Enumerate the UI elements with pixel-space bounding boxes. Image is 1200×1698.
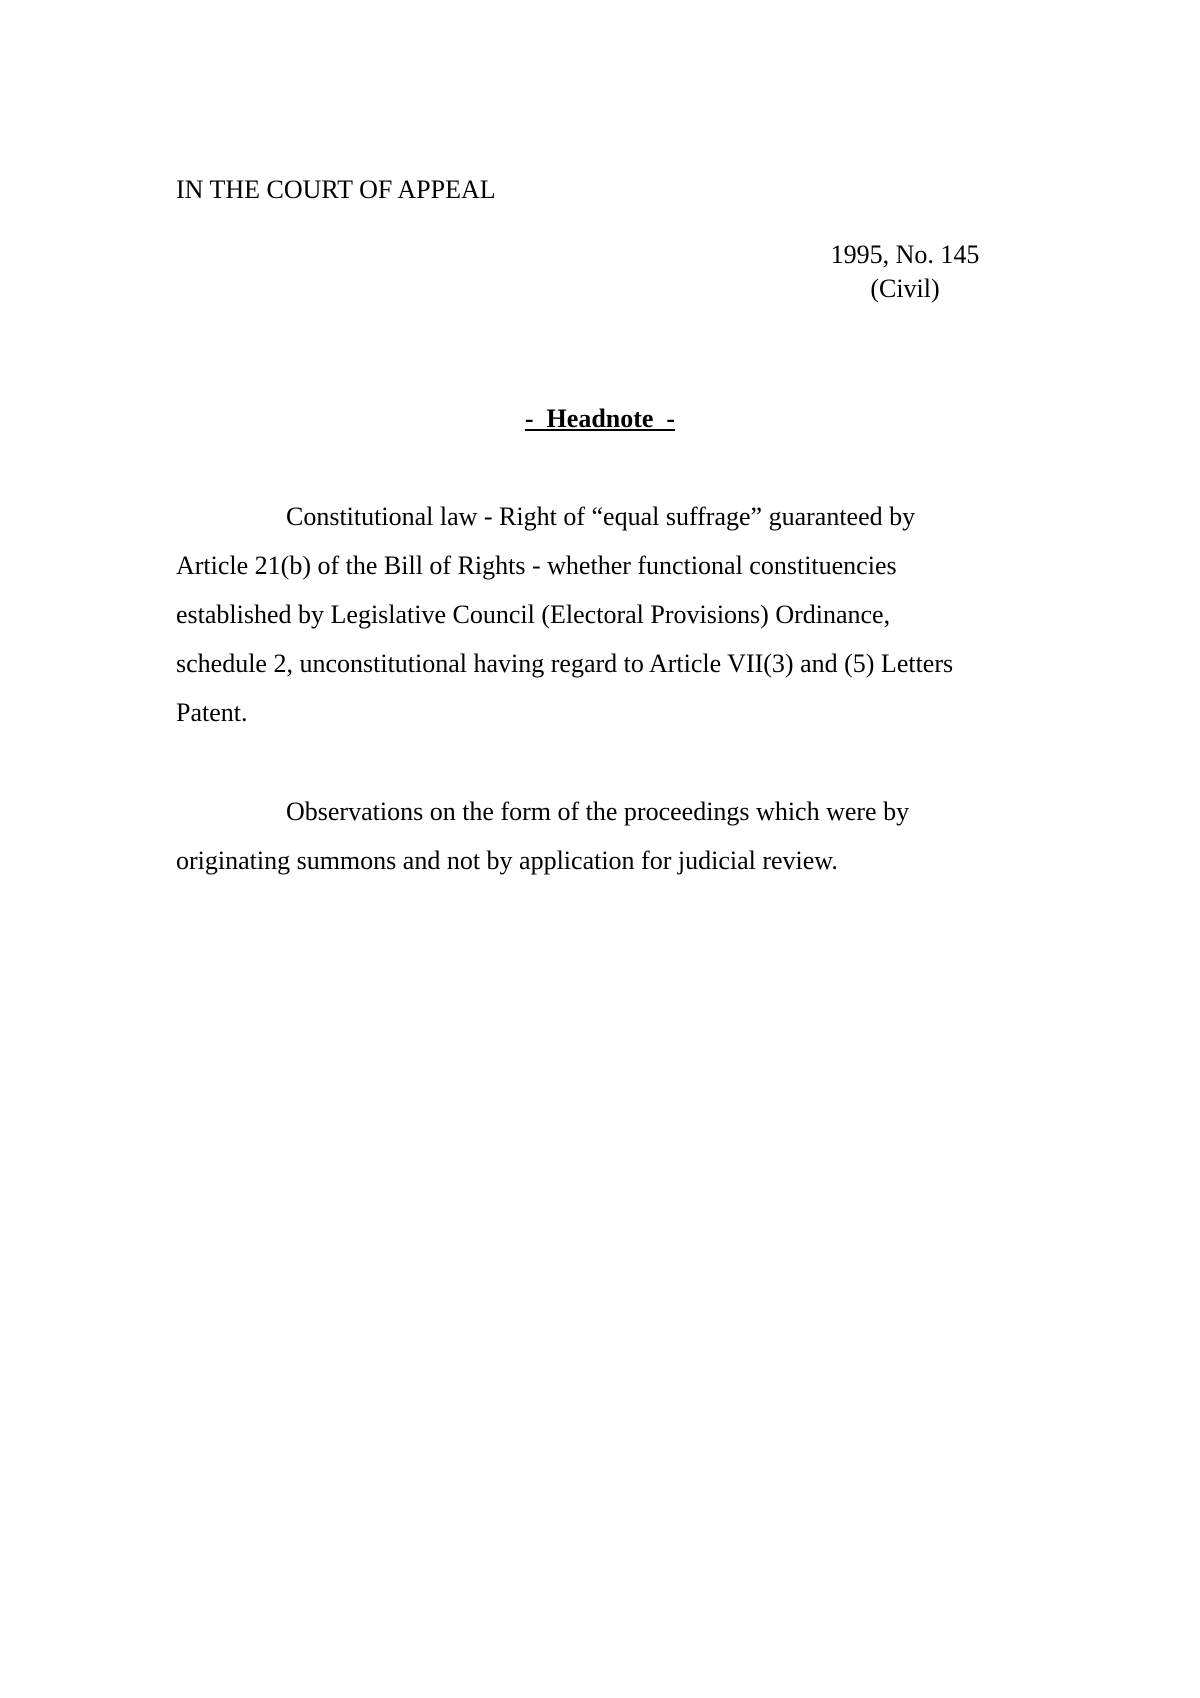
paragraph-line: schedule 2, unconstitutional having regard to Article VII(3) and (5) Letters <box>176 649 954 678</box>
case-number: 1995, No. 145 <box>830 240 980 269</box>
paragraph-line: established by Legislative Council (Electoral Provisions) Ordinance, <box>176 600 891 629</box>
paragraph-line: Patent. <box>176 698 248 727</box>
headnote-paragraph-2 <box>176 787 1036 885</box>
headnote-title-text: - Headnote - <box>524 404 676 433</box>
case-reference <box>800 238 1010 306</box>
headnote-paragraph-1 <box>176 492 1036 737</box>
paragraph-line: originating summons and not by application for judicial review. <box>176 846 838 875</box>
paragraph-line: Observations on the form of the proceedings which were by <box>286 797 910 826</box>
paragraph-line: Article 21(b) of the Bill of Rights - whether functional constituencies <box>176 551 897 580</box>
case-type: (Civil) <box>870 274 940 303</box>
court-heading: IN THE COURT OF APPEAL <box>176 175 496 204</box>
paragraph-line: Constitutional law - Right of “equal suffrage” guaranteed by <box>286 502 916 531</box>
headnote-title <box>0 402 1200 436</box>
